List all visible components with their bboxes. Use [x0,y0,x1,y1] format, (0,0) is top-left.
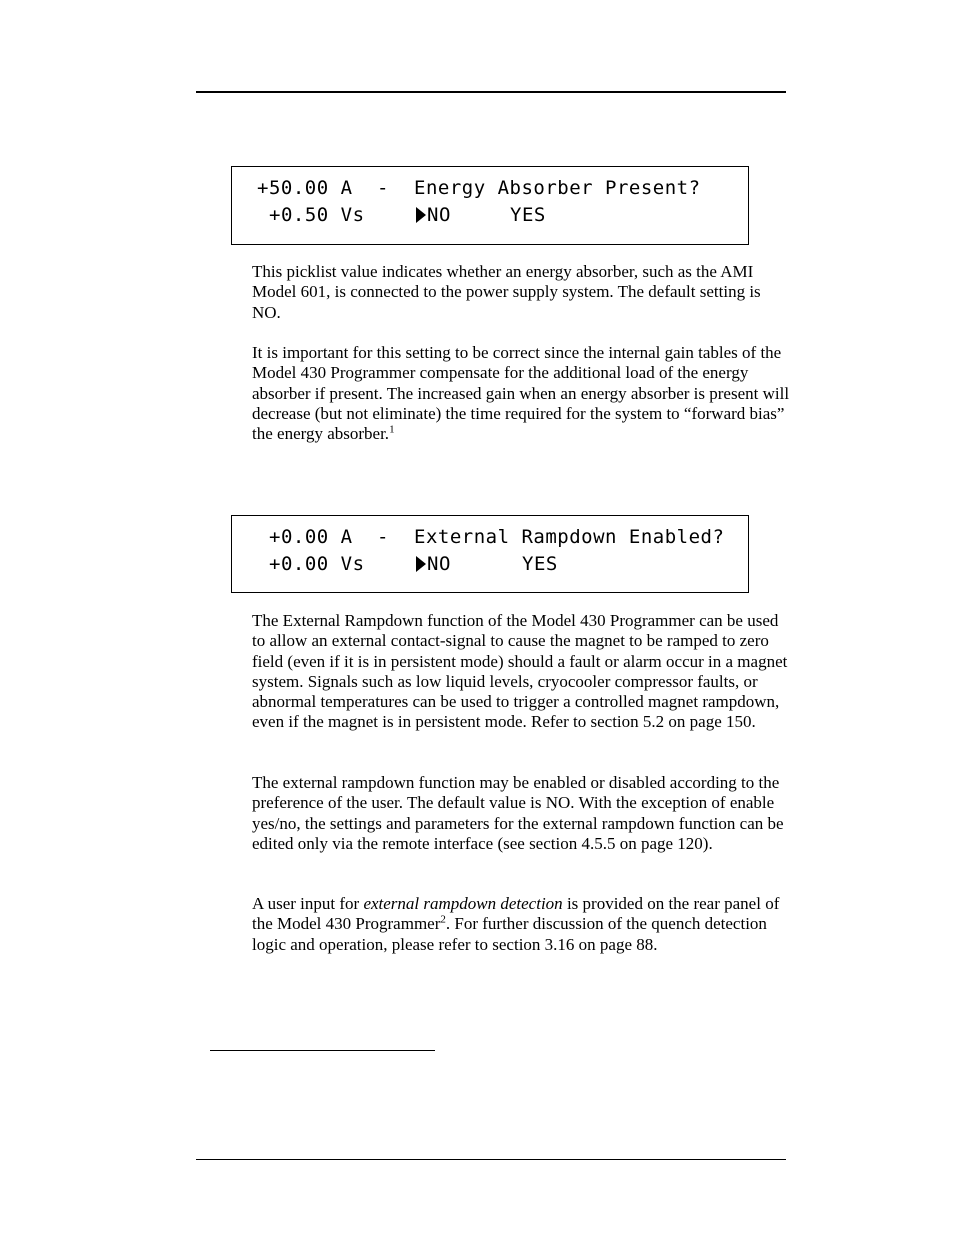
paragraph-external-rampdown-function: The External Rampdown function of the Model 430 Programmer can be used to allow an external contact-signal to cause the magnet to be ramped to zero field (even if it is in persistent mode) should a fault or alarm occur in a magnet system. Signals such as low liquid levels, cryocooler compressor faults, or abnormal temperatures can be used to trigger a controlled magnet rampdown, even if the magnet is in persistent mode. Refer to section 5.2 on page 150. [252,611,788,732]
lcd-dash: - [377,177,389,199]
lcd-prompt: External Rampdown Enabled? [414,526,725,548]
paragraph-external-rampdown-input: A user input for external rampdown detection is provided on the rear panel of the Model 430 Programmer$^2$. For further discussion of the quench detection logic and operation, please refer to section 3.16 on page 88. [252,894,780,954]
footnote-separator [210,1050,435,1051]
paragraph-external-rampdown-enable: The external rampdown function may be enabled or disabled according to the preference of the user. The default value is NO. With the exception of enable yes/no, the settings and parameters for the external rampdown function can be edited only via the remote interface (see section 4.5.5 on page 120). [252,773,784,853]
lcd-dash: - [377,526,389,548]
footnote-ref-1: 1 [389,423,395,436]
lcd-display-external-rampdown [231,515,749,593]
lcd-prompt: Energy Absorber Present? [414,177,701,199]
selection-cursor-icon [416,207,426,223]
lcd-option-no: NO [416,204,451,226]
lcd-current: +0.00 A [269,526,353,548]
selection-cursor-icon [416,556,426,572]
lcd-option-yes: YES [522,553,558,575]
lcd-voltage: +0.50 Vs [269,204,365,226]
paragraph-energy-absorber-importance: It is important for this setting to be correct since the internal gain tables of the Model 430 Programmer compensate for the additional load of the energy absorber if present. The increased gain when an energy absorber is present will decrease (but not eliminate) the time required for the system to “forward bias” the energy absorber.$^1$ [252,343,790,444]
footnote-ref-2: 2 [440,913,446,926]
lcd-option-no: NO [416,553,451,575]
lcd-voltage: +0.00 Vs [269,553,365,575]
paragraph-energy-absorber-description: This picklist value indicates whether an energy absorber, such as the AMI Model 601, is connected to the power supply system. The default setting is NO. [252,262,761,322]
footer-rule [196,1159,786,1160]
lcd-display-energy-absorber [231,166,749,245]
lcd-option-yes: YES [510,204,546,226]
lcd-current: +50.00 A [257,177,353,199]
header-rule [196,91,786,93]
